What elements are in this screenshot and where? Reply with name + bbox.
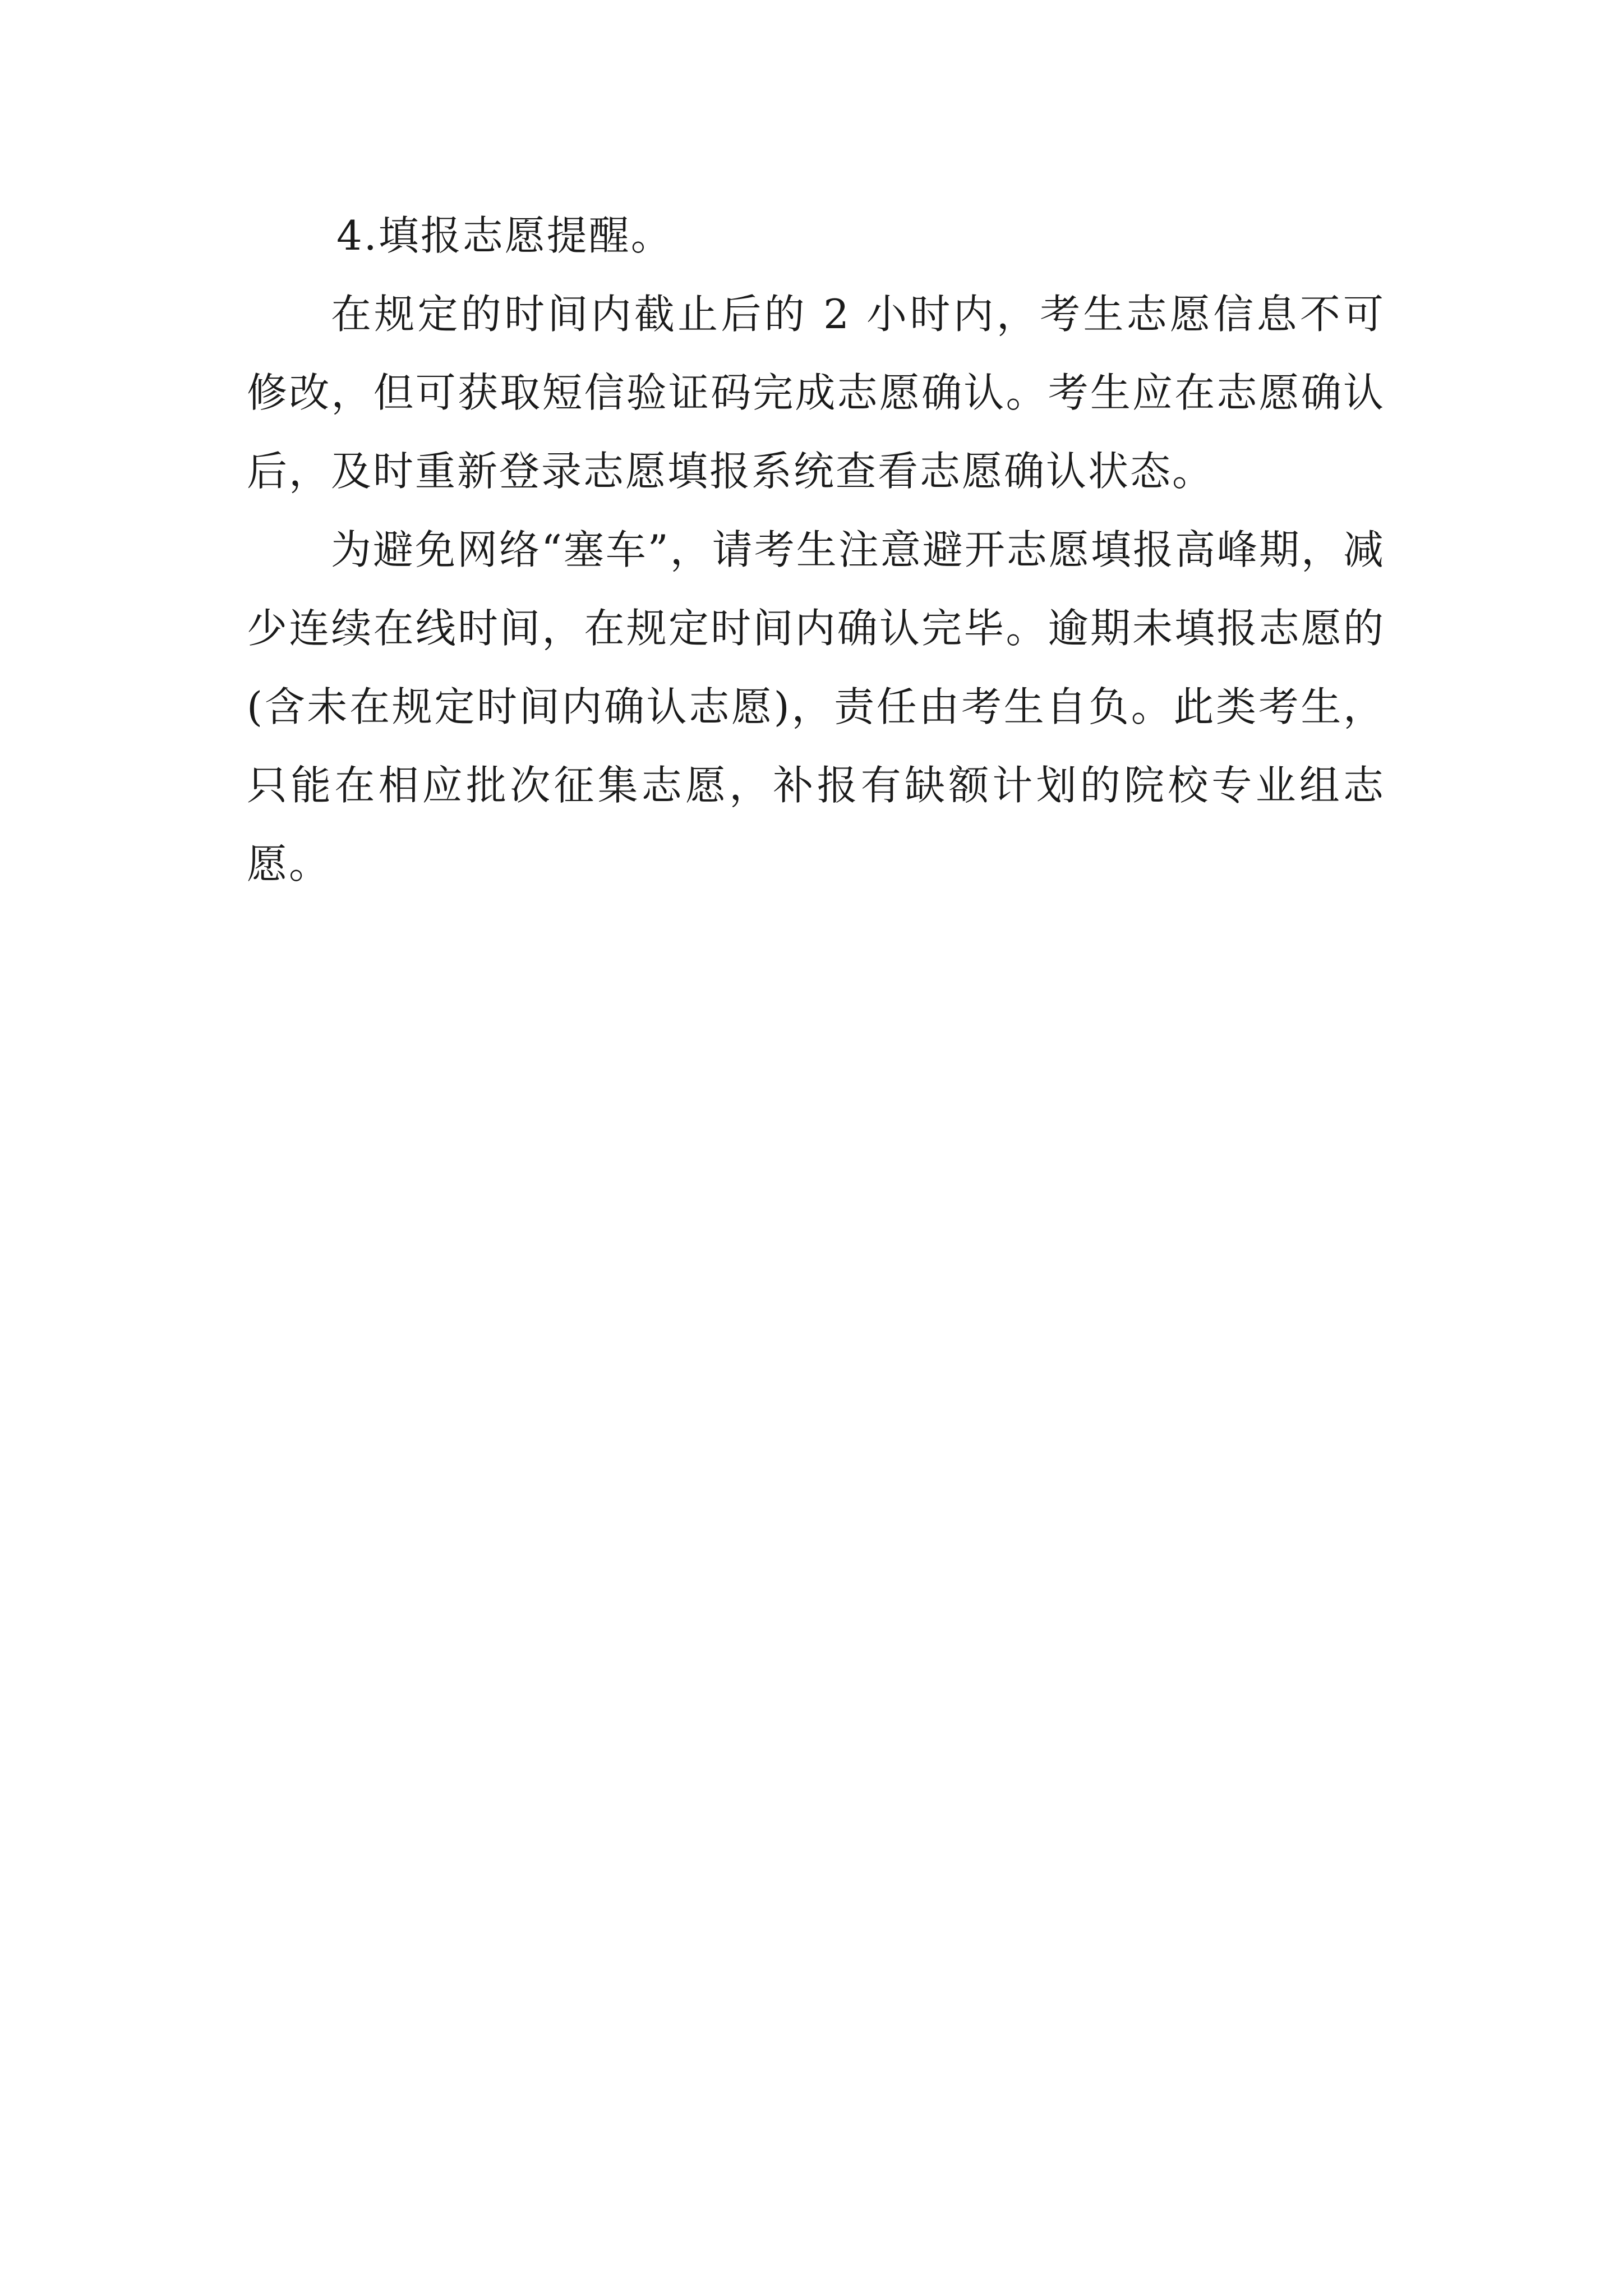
- paragraph-network-notice: 为避免网络“塞车”，请考生注意避开志愿填报高峰期，减少连续在线时间，在规定时间内确认完毕。逾期未填报志愿的(含未在规定时间内确认志愿)，责任由考生自负。此类考生，只能在相应批次征集志愿，补报有缺额计划的院校专业组志愿。: [247, 526, 1385, 887]
- document-body: [247, 196, 1385, 903]
- section-heading: 4.填报志愿提醒。: [336, 212, 673, 259]
- paragraph-confirmation: 在规定的时间内截止后的 2 小时内，考生志愿信息不可修改，但可获取短信验证码完成志愿确认。考生应在志愿确认后，及时重新登录志愿填报系统查看志愿确认状态。: [247, 291, 1385, 495]
